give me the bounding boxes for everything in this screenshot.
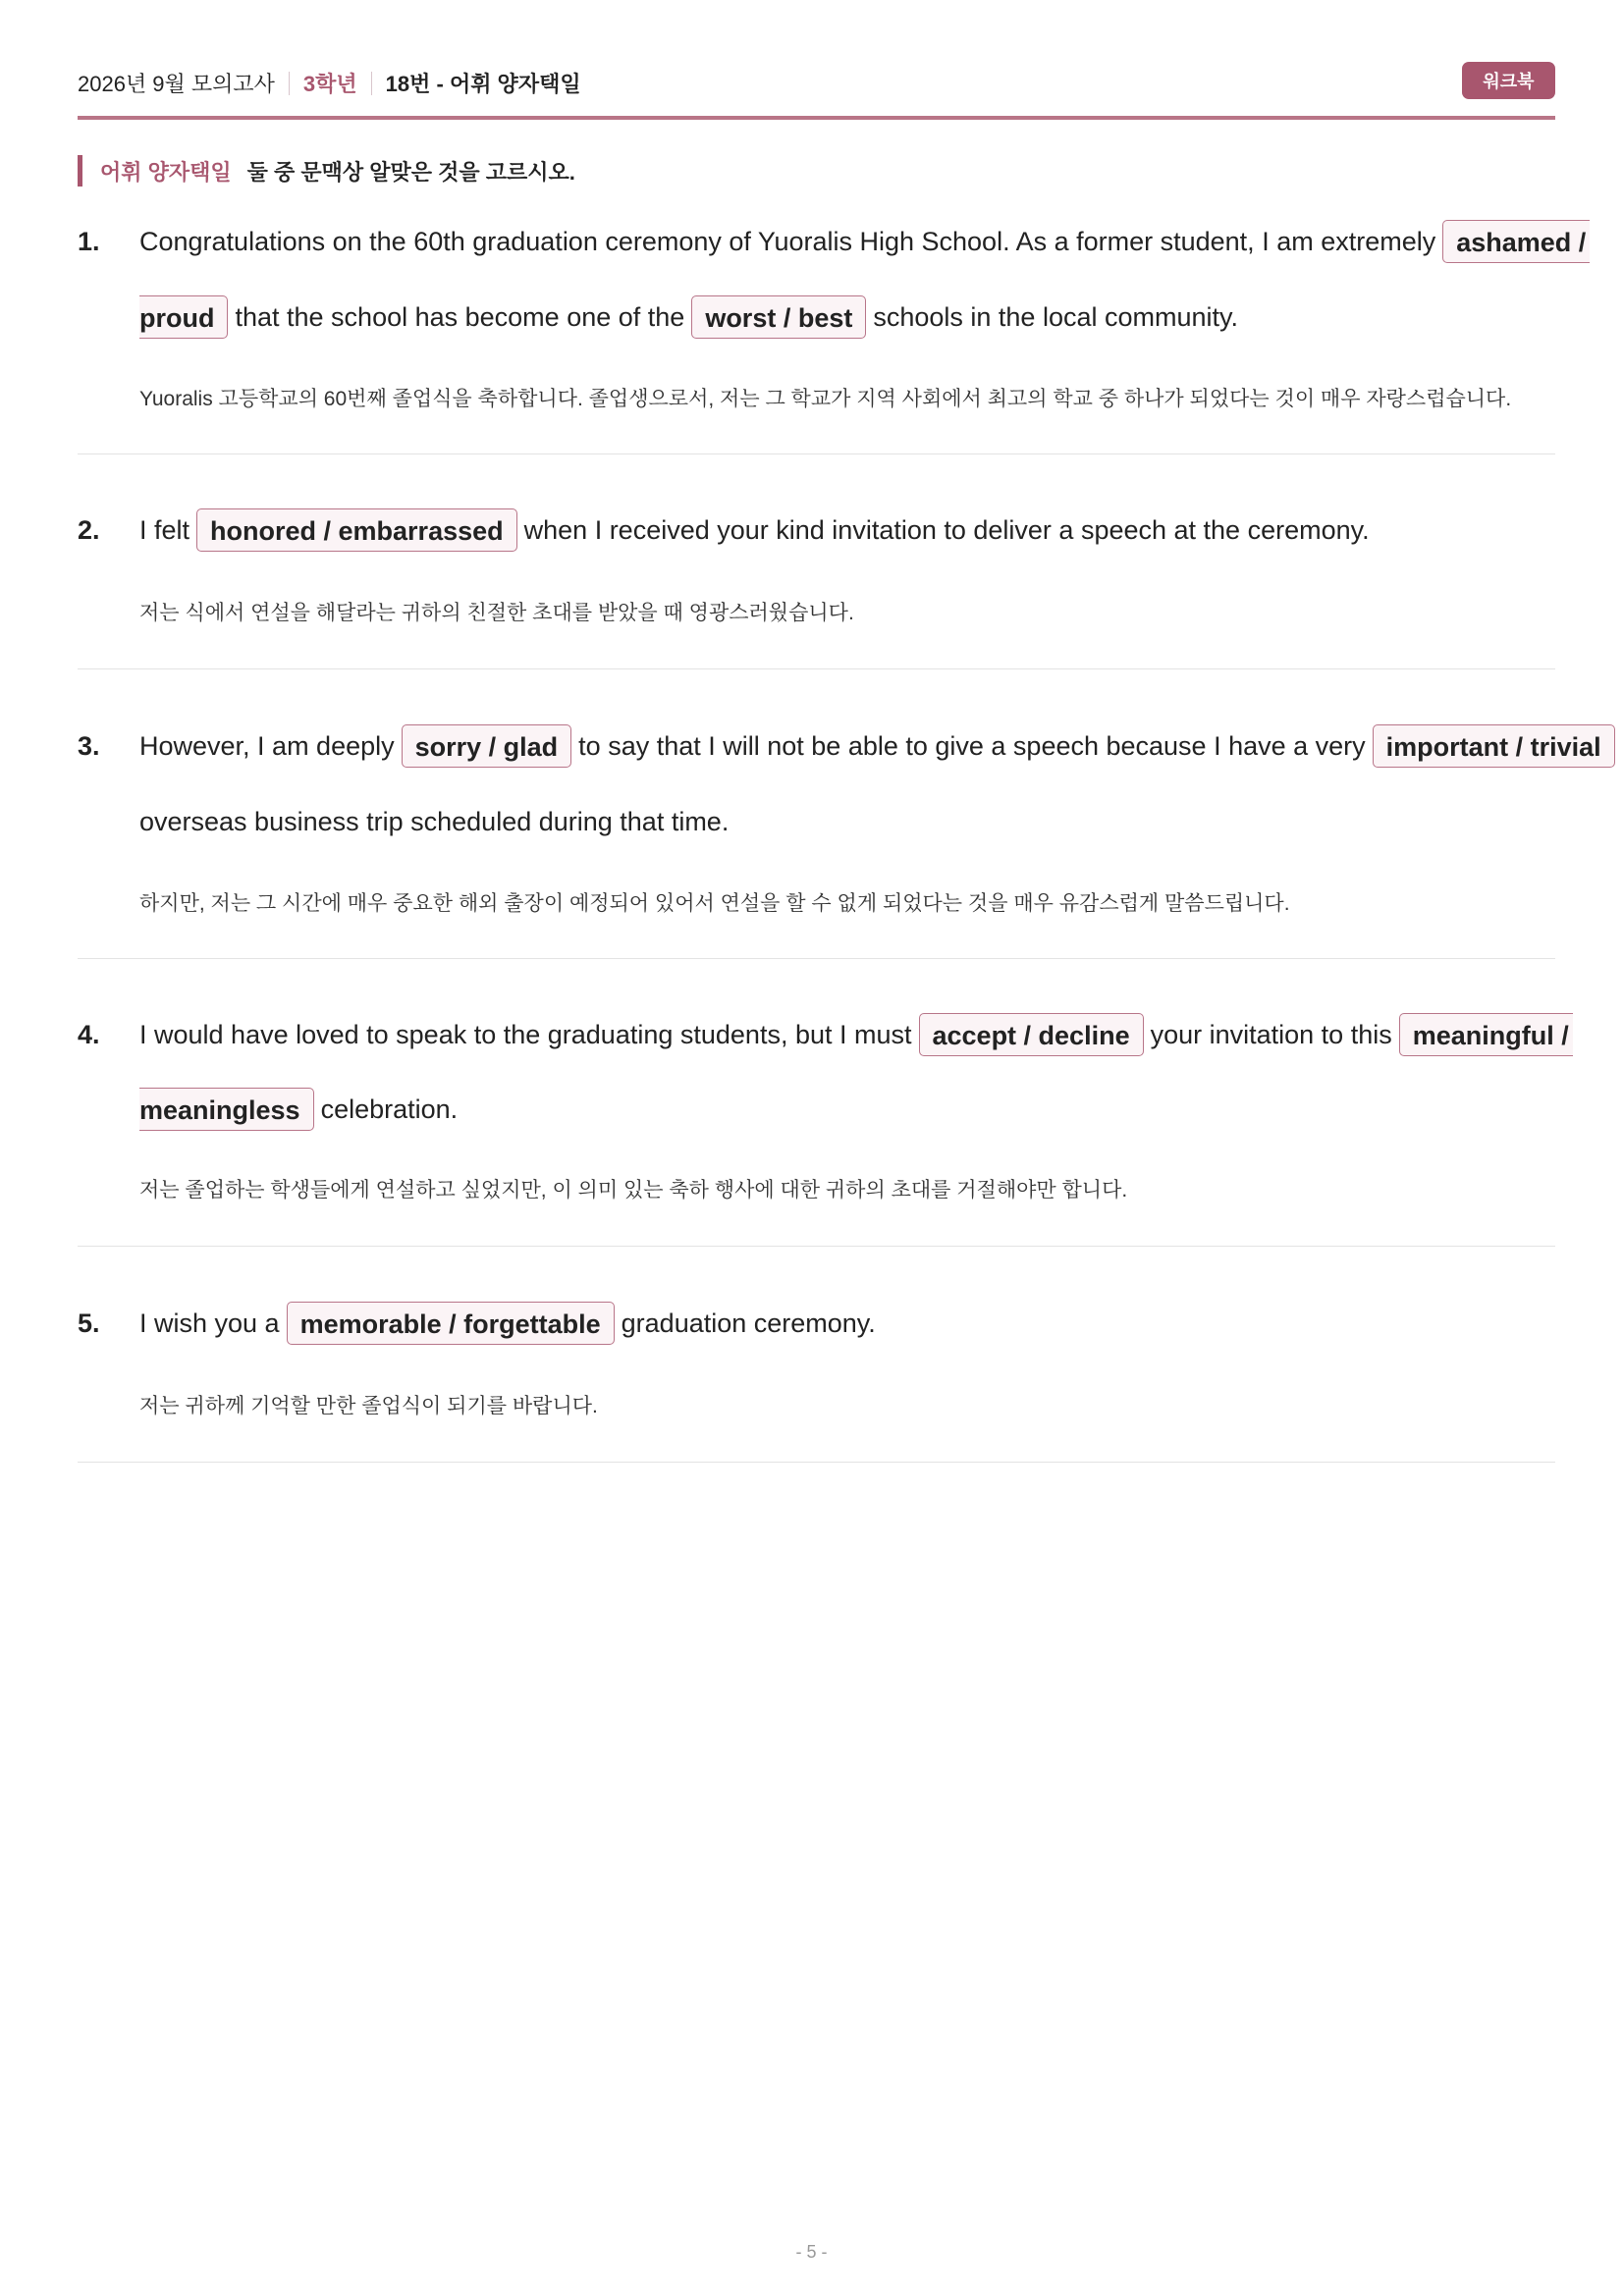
question-line	[139, 722, 1615, 770]
question-divider	[78, 1246, 1555, 1247]
question-text: However, I am deeply	[139, 730, 395, 761]
choice-box[interactable]: ashamed /	[1442, 220, 1590, 263]
choice-box[interactable]: proud	[139, 295, 228, 339]
instruction-accent-bar	[78, 155, 82, 187]
question-text: celebration.	[320, 1094, 459, 1124]
question-line	[139, 1011, 1573, 1058]
question-divider	[78, 1462, 1555, 1463]
question-text: I would have loved to speak to the graduating students, but I must	[139, 1019, 912, 1049]
question-number: 5.	[78, 1308, 100, 1338]
question-text: that the school has become one of the	[235, 301, 685, 332]
grade-label: 3학년	[302, 72, 357, 96]
choice-box[interactable]: honored / embarrassed	[196, 508, 517, 552]
exam-title: 2026년 9월 모의고사	[78, 72, 275, 96]
question-divider	[78, 958, 1555, 959]
translation: 저는 귀하께 기억할 만한 졸업식이 되기를 바랍니다.	[139, 1395, 598, 1417]
question-text: when I received your kind invitation to deliver a speech at the ceremony.	[523, 514, 1370, 545]
instruction-text: 둘 중 문맥상 알맞은 것을 고르시오.	[246, 159, 575, 185]
question-divider	[78, 668, 1555, 669]
instruction-label: 어휘 양자택일	[100, 159, 232, 185]
question-line	[139, 1300, 876, 1347]
question-line	[139, 798, 729, 845]
question-number: 2.	[78, 515, 100, 545]
question-line	[139, 294, 1238, 341]
translation: Yuoralis 고등학교의 60번째 졸업식을 축하합니다. 졸업생으로서, 저는 그 학교가 지역 사회에서 최고의 학교 중 하나가 되었다는 것이 매우 자랑스럽습니다.	[139, 388, 1512, 410]
translation: 저는 식에서 연설을 해달라는 귀하의 친절한 초대를 받았을 때 영광스러웠습니다.	[139, 602, 854, 624]
translation: 저는 졸업하는 학생들에게 연설하고 싶었지만, 이 의미 있는 축하 행사에 대한 귀하의 초대를 거절해야만 합니다.	[139, 1179, 1128, 1201]
instruction	[78, 155, 575, 187]
header-divider	[289, 72, 290, 95]
page-header	[78, 62, 1555, 103]
translation: 하지만, 저는 그 시간에 매우 중요한 해외 출장이 예정되어 있어서 연설을 할 수 없게 되었다는 것을 매우 유감스럽게 말씀드립니다.	[139, 892, 1290, 915]
question-line	[139, 507, 1370, 554]
question-text: I wish you a	[139, 1308, 280, 1338]
header-divider	[371, 72, 372, 95]
question-text: schools in the local community.	[873, 301, 1239, 332]
question-text: Congratulations on the 60th graduation ceremony of Yuoralis High School. As a former student, I am extremely	[139, 226, 1436, 256]
question-number: 4.	[78, 1020, 100, 1049]
question-number: 1.	[78, 227, 100, 256]
choice-box[interactable]: important / trivial	[1373, 724, 1615, 768]
choice-box[interactable]: memorable / forgettable	[287, 1302, 615, 1345]
question-text: overseas business trip scheduled during that time.	[139, 806, 730, 836]
choice-box[interactable]: meaningless	[139, 1088, 314, 1131]
question-number: 3.	[78, 731, 100, 761]
choice-box[interactable]: worst / best	[691, 295, 866, 339]
topic-label: 18번 - 어휘 양자택일	[385, 72, 581, 96]
choice-box[interactable]: sorry / glad	[402, 724, 572, 768]
question-text: I felt	[139, 514, 190, 545]
question-line	[139, 1086, 458, 1133]
question-line	[139, 218, 1590, 265]
choice-box[interactable]: accept / decline	[919, 1013, 1144, 1056]
choice-box[interactable]: meaningful /	[1399, 1013, 1573, 1056]
header-rule	[78, 116, 1555, 120]
header-breadcrumb	[78, 68, 581, 98]
question-text: your invitation to this	[1150, 1019, 1392, 1049]
question-text: graduation ceremony.	[621, 1308, 876, 1338]
question-text: to say that I will not be able to give a speech because I have a very	[578, 730, 1366, 761]
page-number: - 5 -	[795, 2242, 828, 2262]
workbook-badge: 워크북	[1462, 62, 1555, 99]
